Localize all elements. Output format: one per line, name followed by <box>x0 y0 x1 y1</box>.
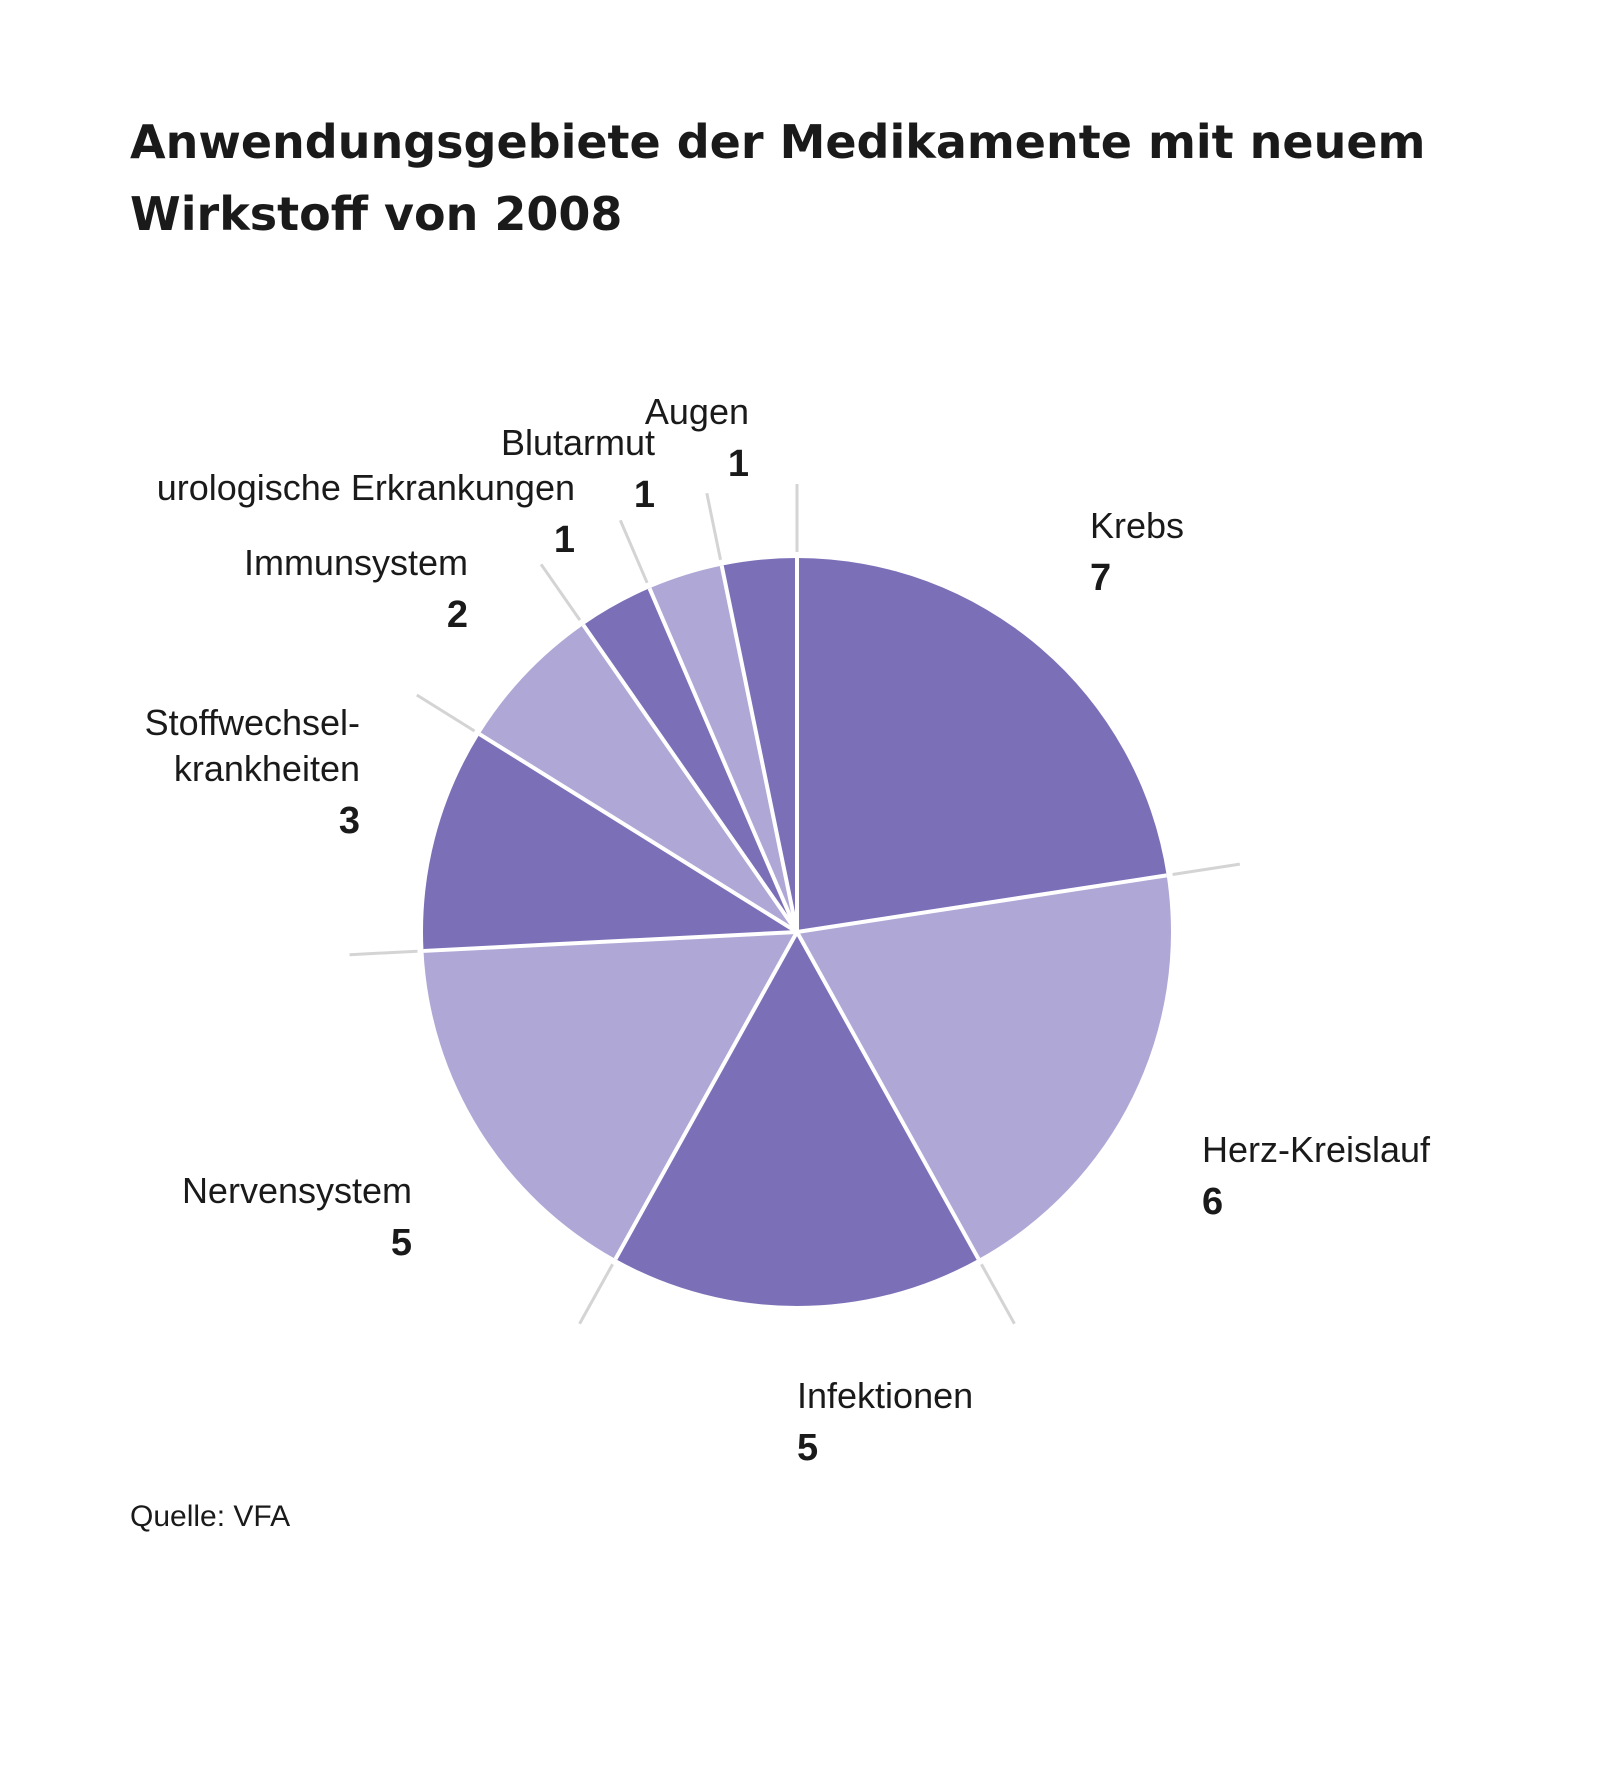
pie-slice <box>797 558 1167 932</box>
source-note: Quelle: VFA <box>130 1500 291 1533</box>
chart-title-line-2: Wirkstoff von 2008 <box>130 187 623 241</box>
slice-label <box>244 542 468 583</box>
slice-label-line: Immunsystem <box>243 542 468 583</box>
slice-label-line: Nervensystem <box>181 1170 412 1211</box>
slice-value: 6 <box>1202 1181 1224 1223</box>
slice-label <box>157 467 575 508</box>
leader-line <box>707 493 721 560</box>
slice-label-line: Stoffwechsel- <box>144 702 360 743</box>
slice-label <box>145 702 360 789</box>
slice-label <box>797 1375 973 1416</box>
leader-line <box>350 951 418 954</box>
slice-label-line: krankheiten <box>173 748 360 789</box>
slice-label-line: Blutarmut <box>500 422 655 463</box>
leader-line <box>417 695 475 731</box>
slice-value: 3 <box>338 800 360 842</box>
slice-label <box>1090 505 1184 546</box>
slice-label-line: Infektionen <box>797 1375 974 1416</box>
slice-value: 2 <box>446 594 468 636</box>
leader-line <box>620 520 647 582</box>
slice-value: 1 <box>727 443 749 485</box>
leader-line <box>1173 864 1240 874</box>
slice-label-line: Herz-Kreislauf <box>1202 1129 1431 1170</box>
slice-value: 1 <box>633 474 655 516</box>
slice-label <box>1202 1129 1431 1170</box>
leader-line <box>981 1264 1014 1323</box>
slice-label-line: urologische Erkrankungen <box>156 467 575 508</box>
slice-value: 7 <box>1090 557 1112 599</box>
chart-title-line-1: Anwendungsgebiete der Medikamente mit neuem <box>130 115 1426 169</box>
slice-value: 5 <box>390 1222 412 1264</box>
slice-label-line: Augen <box>644 391 749 432</box>
leader-line <box>580 1264 613 1323</box>
slice-label <box>645 391 749 432</box>
slice-value: 5 <box>797 1427 819 1469</box>
slice-value: 1 <box>553 519 575 561</box>
slice-label <box>501 422 655 463</box>
slice-label-line: Krebs <box>1090 505 1185 546</box>
slice-label <box>182 1170 412 1211</box>
leader-line <box>541 564 580 620</box>
